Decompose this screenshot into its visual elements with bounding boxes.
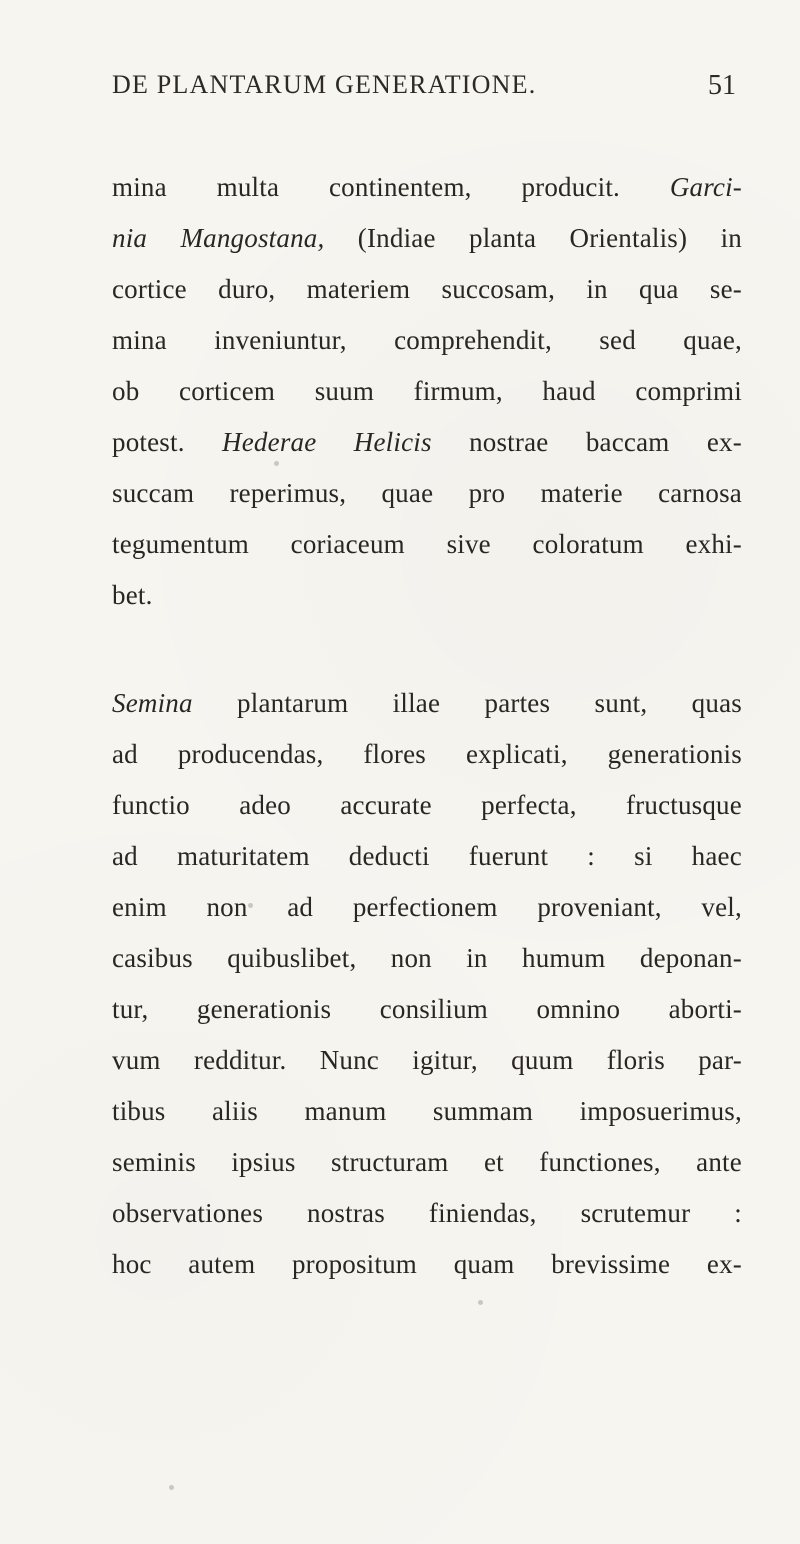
word: coloratum	[532, 529, 644, 559]
word: ipsius	[231, 1147, 296, 1177]
word: in	[720, 223, 742, 253]
word: finiendas,	[428, 1198, 537, 1228]
text-line	[112, 264, 742, 315]
word: qua	[639, 274, 679, 304]
text-line	[112, 417, 742, 468]
italic-word: Semina	[112, 688, 193, 718]
word: quas	[691, 688, 742, 718]
word: explicati,	[465, 739, 568, 769]
word: duro,	[218, 274, 276, 304]
word: proveniant,	[537, 892, 662, 922]
word: plantarum	[237, 688, 349, 718]
text-line	[112, 1239, 742, 1290]
word: tibus	[112, 1096, 166, 1126]
word: quibuslibet,	[227, 943, 357, 973]
word: illae	[392, 688, 441, 718]
word: generationis	[607, 739, 742, 769]
text-line	[112, 1137, 742, 1188]
word: mina	[112, 325, 167, 355]
word: in	[586, 274, 608, 304]
italic-word: Garci-	[669, 172, 742, 202]
word: fructusque	[625, 790, 742, 820]
paper-mark	[169, 1485, 174, 1490]
word: consilium	[379, 994, 489, 1024]
word: scrutemur	[580, 1198, 691, 1228]
page-header	[112, 70, 736, 106]
word: non	[206, 892, 248, 922]
word: sed	[599, 325, 636, 355]
text-line	[112, 984, 742, 1035]
word: tegumentum	[112, 529, 249, 559]
text-line	[112, 570, 742, 621]
word: ex-	[706, 1249, 742, 1279]
word: igitur,	[412, 1045, 478, 1075]
word: maturitatem	[177, 841, 310, 871]
word: ob	[112, 376, 140, 406]
word: floris	[606, 1045, 665, 1075]
word: adeo	[239, 790, 291, 820]
word: producendas,	[177, 739, 324, 769]
word: non	[390, 943, 432, 973]
text-line	[112, 366, 742, 417]
word: Nunc	[319, 1045, 379, 1075]
word: ex-	[706, 427, 742, 457]
word: tur,	[112, 994, 149, 1024]
word: materiem	[306, 274, 411, 304]
word: corticem	[179, 376, 276, 406]
word: quae,	[683, 325, 742, 355]
word: par-	[698, 1045, 742, 1075]
word: potest.	[112, 427, 185, 457]
word: functiones,	[539, 1147, 661, 1177]
word: et	[483, 1147, 504, 1177]
word: fuerunt	[468, 841, 549, 871]
word: multa	[216, 172, 280, 202]
word: planta	[469, 223, 537, 253]
word: structuram	[331, 1147, 449, 1177]
text-line	[112, 213, 742, 264]
page-number: 51	[708, 70, 736, 101]
word: perfectionem	[352, 892, 498, 922]
word: casibus	[112, 943, 193, 973]
text-line	[112, 315, 742, 366]
word: inveniuntur,	[214, 325, 347, 355]
word: producit.	[521, 172, 620, 202]
word: partes	[484, 688, 551, 718]
word: suum	[314, 376, 375, 406]
word: deducti	[348, 841, 430, 871]
word: vum	[112, 1045, 161, 1075]
word: flores	[363, 739, 427, 769]
word: quae	[381, 478, 434, 508]
paragraph-gap	[112, 621, 742, 678]
word: summam	[432, 1096, 534, 1126]
word: imposuerimus,	[579, 1096, 742, 1126]
word: omnino	[536, 994, 621, 1024]
word: succosam,	[441, 274, 556, 304]
word: ante	[696, 1147, 742, 1177]
word: haec	[691, 841, 742, 871]
word: :	[734, 1198, 742, 1228]
word: (Indiae	[357, 223, 436, 253]
word: manum	[304, 1096, 387, 1126]
word: haud	[542, 376, 596, 406]
italic-word: Hederae	[222, 427, 317, 457]
word: cortice	[112, 274, 187, 304]
word: bet.	[112, 580, 153, 610]
word: pro	[468, 478, 506, 508]
word: ad	[112, 739, 138, 769]
word: brevissime	[551, 1249, 671, 1279]
word: ad	[287, 892, 314, 922]
text-line	[112, 1188, 742, 1239]
word: enim	[112, 892, 167, 922]
text-line	[112, 519, 742, 570]
word: ad	[112, 841, 138, 871]
word: firmum,	[413, 376, 503, 406]
text-line	[112, 933, 742, 984]
word: sive	[446, 529, 491, 559]
word: si	[634, 841, 653, 871]
word: comprehendit,	[394, 325, 552, 355]
word: vel,	[701, 892, 742, 922]
word: succam	[112, 478, 195, 508]
word: aborti-	[668, 994, 742, 1024]
text-line	[112, 882, 742, 933]
text-line	[112, 780, 742, 831]
word: reperimus,	[229, 478, 347, 508]
word: mina	[112, 172, 167, 202]
word: quum	[511, 1045, 574, 1075]
text-line	[112, 678, 742, 729]
body-text	[112, 162, 742, 1290]
text-line	[112, 468, 742, 519]
word: sunt,	[594, 688, 648, 718]
word: nostras	[307, 1198, 385, 1228]
word: propositum	[291, 1249, 417, 1279]
text-line	[112, 162, 742, 213]
word: exhi-	[685, 529, 742, 559]
word: materie	[540, 478, 623, 508]
italic-word: nia	[112, 223, 148, 253]
text-line	[112, 1086, 742, 1137]
word: humum	[522, 943, 606, 973]
word: se-	[709, 274, 742, 304]
word: quam	[453, 1249, 515, 1279]
italic-word: Mangostana,	[180, 223, 325, 253]
word: nostrae	[469, 427, 549, 457]
word: continentem,	[328, 172, 472, 202]
text-line	[112, 831, 742, 882]
word: functio	[112, 790, 190, 820]
word: carnosa	[658, 478, 742, 508]
word: autem	[188, 1249, 256, 1279]
word: Orientalis)	[569, 223, 688, 253]
word: redditur.	[193, 1045, 287, 1075]
word: perfecta,	[481, 790, 577, 820]
word: in	[466, 943, 488, 973]
word: accurate	[340, 790, 432, 820]
word: aliis	[211, 1096, 258, 1126]
text-line	[112, 729, 742, 780]
word: observationes	[112, 1198, 264, 1228]
word: coriaceum	[290, 529, 405, 559]
running-head: DE PLANTARUM GENERATIONE.	[112, 70, 537, 99]
paper-mark	[478, 1300, 483, 1305]
text-line	[112, 1035, 742, 1086]
word: comprimi	[635, 376, 742, 406]
word: deponan-	[639, 943, 742, 973]
word: seminis	[112, 1147, 196, 1177]
italic-word: Helicis	[353, 427, 432, 457]
word: :	[587, 841, 595, 871]
word: baccam	[585, 427, 670, 457]
word: generationis	[196, 994, 332, 1024]
word: hoc	[112, 1249, 152, 1279]
